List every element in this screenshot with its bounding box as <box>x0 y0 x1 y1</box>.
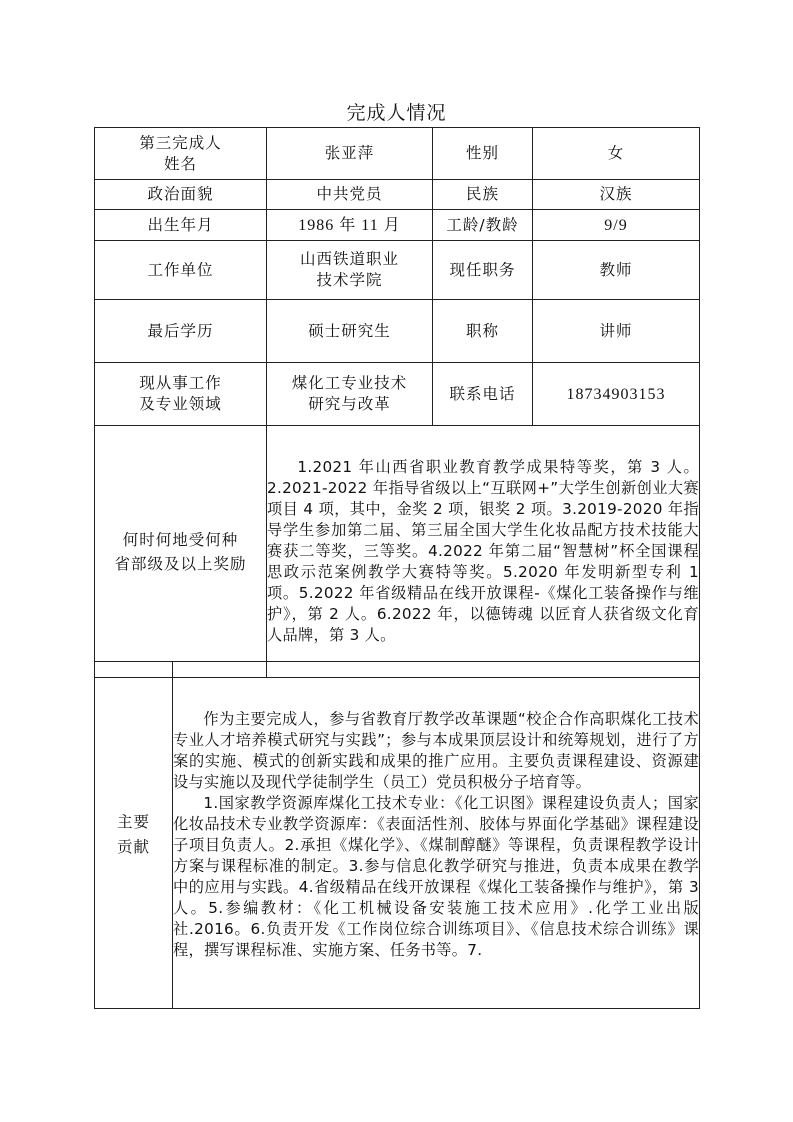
row-birth <box>95 210 700 241</box>
phone-label: 联系电话 <box>433 363 533 426</box>
row-employer <box>95 241 700 300</box>
title-label: 职称 <box>433 300 533 363</box>
row-political <box>95 180 700 210</box>
position-value: 教师 <box>533 241 700 300</box>
contribution-table <box>94 661 700 1009</box>
ethnicity-value: 汉族 <box>533 180 700 210</box>
row-field <box>95 363 700 426</box>
years-label: 工龄/教龄 <box>433 210 533 241</box>
completer-info-form <box>94 127 700 678</box>
ethnicity-label: 民族 <box>433 180 533 210</box>
birth-label: 出生年月 <box>95 210 267 241</box>
row-contribution <box>95 662 700 1009</box>
contrib-text-cell <box>173 662 700 1009</box>
name-label: 第三完成人 姓名 <box>95 128 267 180</box>
political-label: 政治面貌 <box>95 180 267 210</box>
education-value: 硕士研究生 <box>267 300 433 363</box>
birth-value: 1986 年 11 月 <box>267 210 433 241</box>
phone-value: 18734903153 <box>533 363 700 426</box>
employer-value: 山西铁道职业 技术学院 <box>267 241 433 300</box>
employer-label: 工作单位 <box>95 241 267 300</box>
field-label: 现从事工作 及专业领域 <box>95 363 267 426</box>
political-value: 中共党员 <box>267 180 433 210</box>
education-label: 最后学历 <box>95 300 267 363</box>
contrib-paragraph-2: 1.国家教学资源库煤化工技术专业：《化工识图》课程建设负责人；国家化妆品技术专业教学资源库：《表面活性剂、胶体与界面化学基础》课程建设子项目负责人。2.承担《煤化学》、《煤制醇醚》等课程，负责课程教学设计方案与课程标准的制定。3.参与信息化教学研究与推进，负责本成果在教学中的应用与实践。4.省级精品在线开放课程《煤化工装备操作与维护》，第 3 人。5.参编教材：《化工机械设备安装施工技术应用》.化学工业出版社.2016。6.负责开发《工作岗位综合训练项目》、《信息技术综合训练》课程，撰写课程标准、实施方案、任务书等。7. <box>173 794 699 959</box>
row-name <box>95 128 700 180</box>
awards-text: 1.2021 年山西省职业教育教学成果特等奖，第 3 人。2.2021-2022 年指导省级以上“互联网+”大学生创新创业大赛项目 4 项，其中，金奖 2 项，银奖 2 项。3.2019-2020 年指导学生参加第二届、第三届全国大学生化妆品配方技术技能大赛获二等奖，三等奖。4.2022 年第二届“智慧树”杯全国课程思政示范案例教学大赛特等奖。5.2020 年发明新型专利 1 项。5.2022 年省级精品在线开放课程-《煤化工装备操作与维护》，第 2 人。6.2022 年，以德铸魂 以匠育人获省级文化育人品牌，第 3 人。 <box>267 458 699 644</box>
years-value: 9/9 <box>533 210 700 241</box>
field-value: 煤化工专业技术 研究与改革 <box>267 363 433 426</box>
row-education <box>95 300 700 363</box>
contrib-paragraph-1: 作为主要完成人，参与省教育厅教学改革课题“校企合作高职煤化工技术专业人才培养模式研究与实践”；参与本成果顶层设计和统筹规划，进行了方案的实施、模式的创新实践和成果的推广应用。主要负责课程建设、资源建设与实施以及现代学徒制学生（员工）党员积极分子培育等。 <box>173 710 699 791</box>
title-value: 讲师 <box>533 300 700 363</box>
page-title: 完成人情况 <box>346 102 447 124</box>
gender-label: 性别 <box>433 128 533 180</box>
contrib-label: 主要 贡献 <box>95 662 173 1009</box>
name-value: 张亚萍 <box>267 128 433 180</box>
gender-value: 女 <box>533 128 700 180</box>
row-awards <box>95 426 700 678</box>
awards-label: 何时何地受何种 省部级及以上奖励 <box>95 426 267 678</box>
position-label: 现任职务 <box>433 241 533 300</box>
awards-text-cell <box>267 426 700 678</box>
